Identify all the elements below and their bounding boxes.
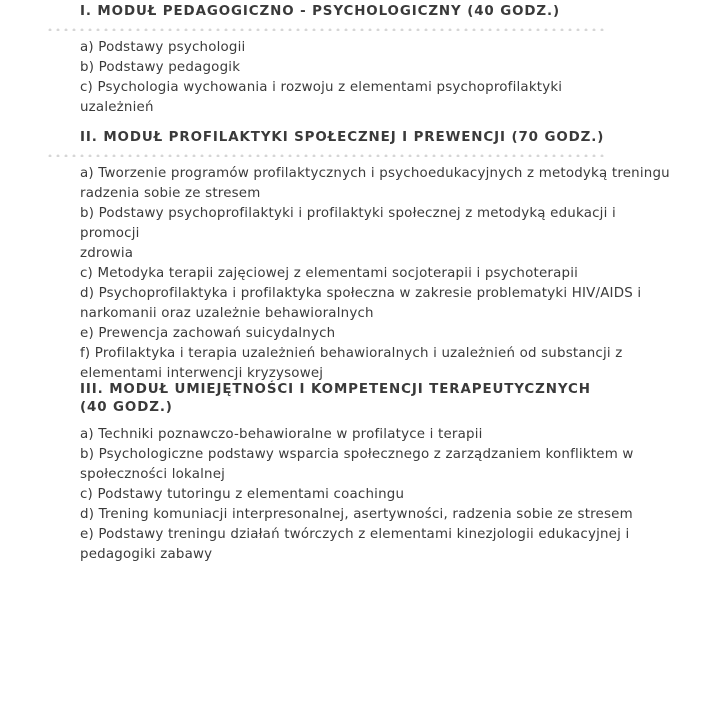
module-1-title: I. MODUŁ PEDAGOGICZNO - PSYCHOLOGICZNY (40 GODZ.): [80, 4, 561, 19]
dotted-divider: [46, 154, 606, 157]
list-item: d) Trening komuniacji interpresonalnej, asertywności, radzenia sobie ze stresem: [80, 507, 633, 522]
module-3-list: [80, 425, 634, 565]
list-item: zdrowia: [80, 246, 134, 261]
module-1: [80, 3, 606, 118]
list-item: b) Podstawy pedagogik: [80, 60, 241, 75]
module-3-title-line-2: (40 GODZ.): [80, 400, 173, 415]
list-item: c) Metodyka terapii zajęciowej z elementami socjoterapii i psychoterapii: [80, 266, 579, 281]
list-item: d) Psychoprofilaktyka i profilaktyka społeczna w zakresie problematyki HIV/AIDS i: [80, 286, 642, 301]
list-item: narkomanii oraz uzależnie behawioralnych: [80, 306, 374, 321]
list-item: a) Tworzenie programów profilaktycznych i psychoedukacyjnych z metodyką treningu: [80, 166, 670, 181]
list-item: pedagogiki zabawy: [80, 547, 213, 562]
list-item: a) Podstawy psychologii: [80, 40, 246, 55]
list-item: e) Podstawy treningu działań twórczych z elementami kinezjologii edukacyjnej i: [80, 527, 630, 542]
module-3-title-line-1: III. MODUŁ UMIEJĘTNOŚCI I KOMPETENCJI TERAPEUTYCZNYCH: [80, 382, 591, 397]
module-1-list: [80, 38, 606, 118]
module-2-title: II. MODUŁ PROFILAKTYKI SPOŁECZNEJ I PREWENCJI (70 GODZ.): [80, 130, 605, 145]
module-2-list: [80, 164, 670, 384]
list-item: c) Podstawy tutoringu z elementami coachingu: [80, 487, 405, 502]
list-item: elementami interwencji kryzysowej: [80, 366, 324, 381]
module-3: [80, 381, 634, 565]
list-item: b) Psychologiczne podstawy wsparcia społecznego z zarządzaniem konfliktem w: [80, 447, 634, 462]
module-3-title: [80, 381, 634, 417]
list-item: b) Podstawy psychoprofilaktyki i profilaktyki społecznej z metodyką edukacji i promocji: [80, 206, 616, 241]
dotted-divider: [46, 28, 606, 31]
module-2: [80, 129, 670, 384]
list-item: radzenia sobie ze stresem: [80, 186, 261, 201]
list-item: f) Profilaktyka i terapia uzależnień behawioralnych i uzależnień od substancji z: [80, 346, 623, 361]
list-item: uzależnień: [80, 100, 154, 115]
list-item: a) Techniki poznawczo-behawioralne w profilatyce i terapii: [80, 427, 483, 442]
list-item: c) Psychologia wychowania i rozwoju z elementami psychoprofilaktyki: [80, 80, 563, 95]
list-item: społeczności lokalnej: [80, 467, 226, 482]
list-item: e) Prewencja zachowań suicydalnych: [80, 326, 336, 341]
